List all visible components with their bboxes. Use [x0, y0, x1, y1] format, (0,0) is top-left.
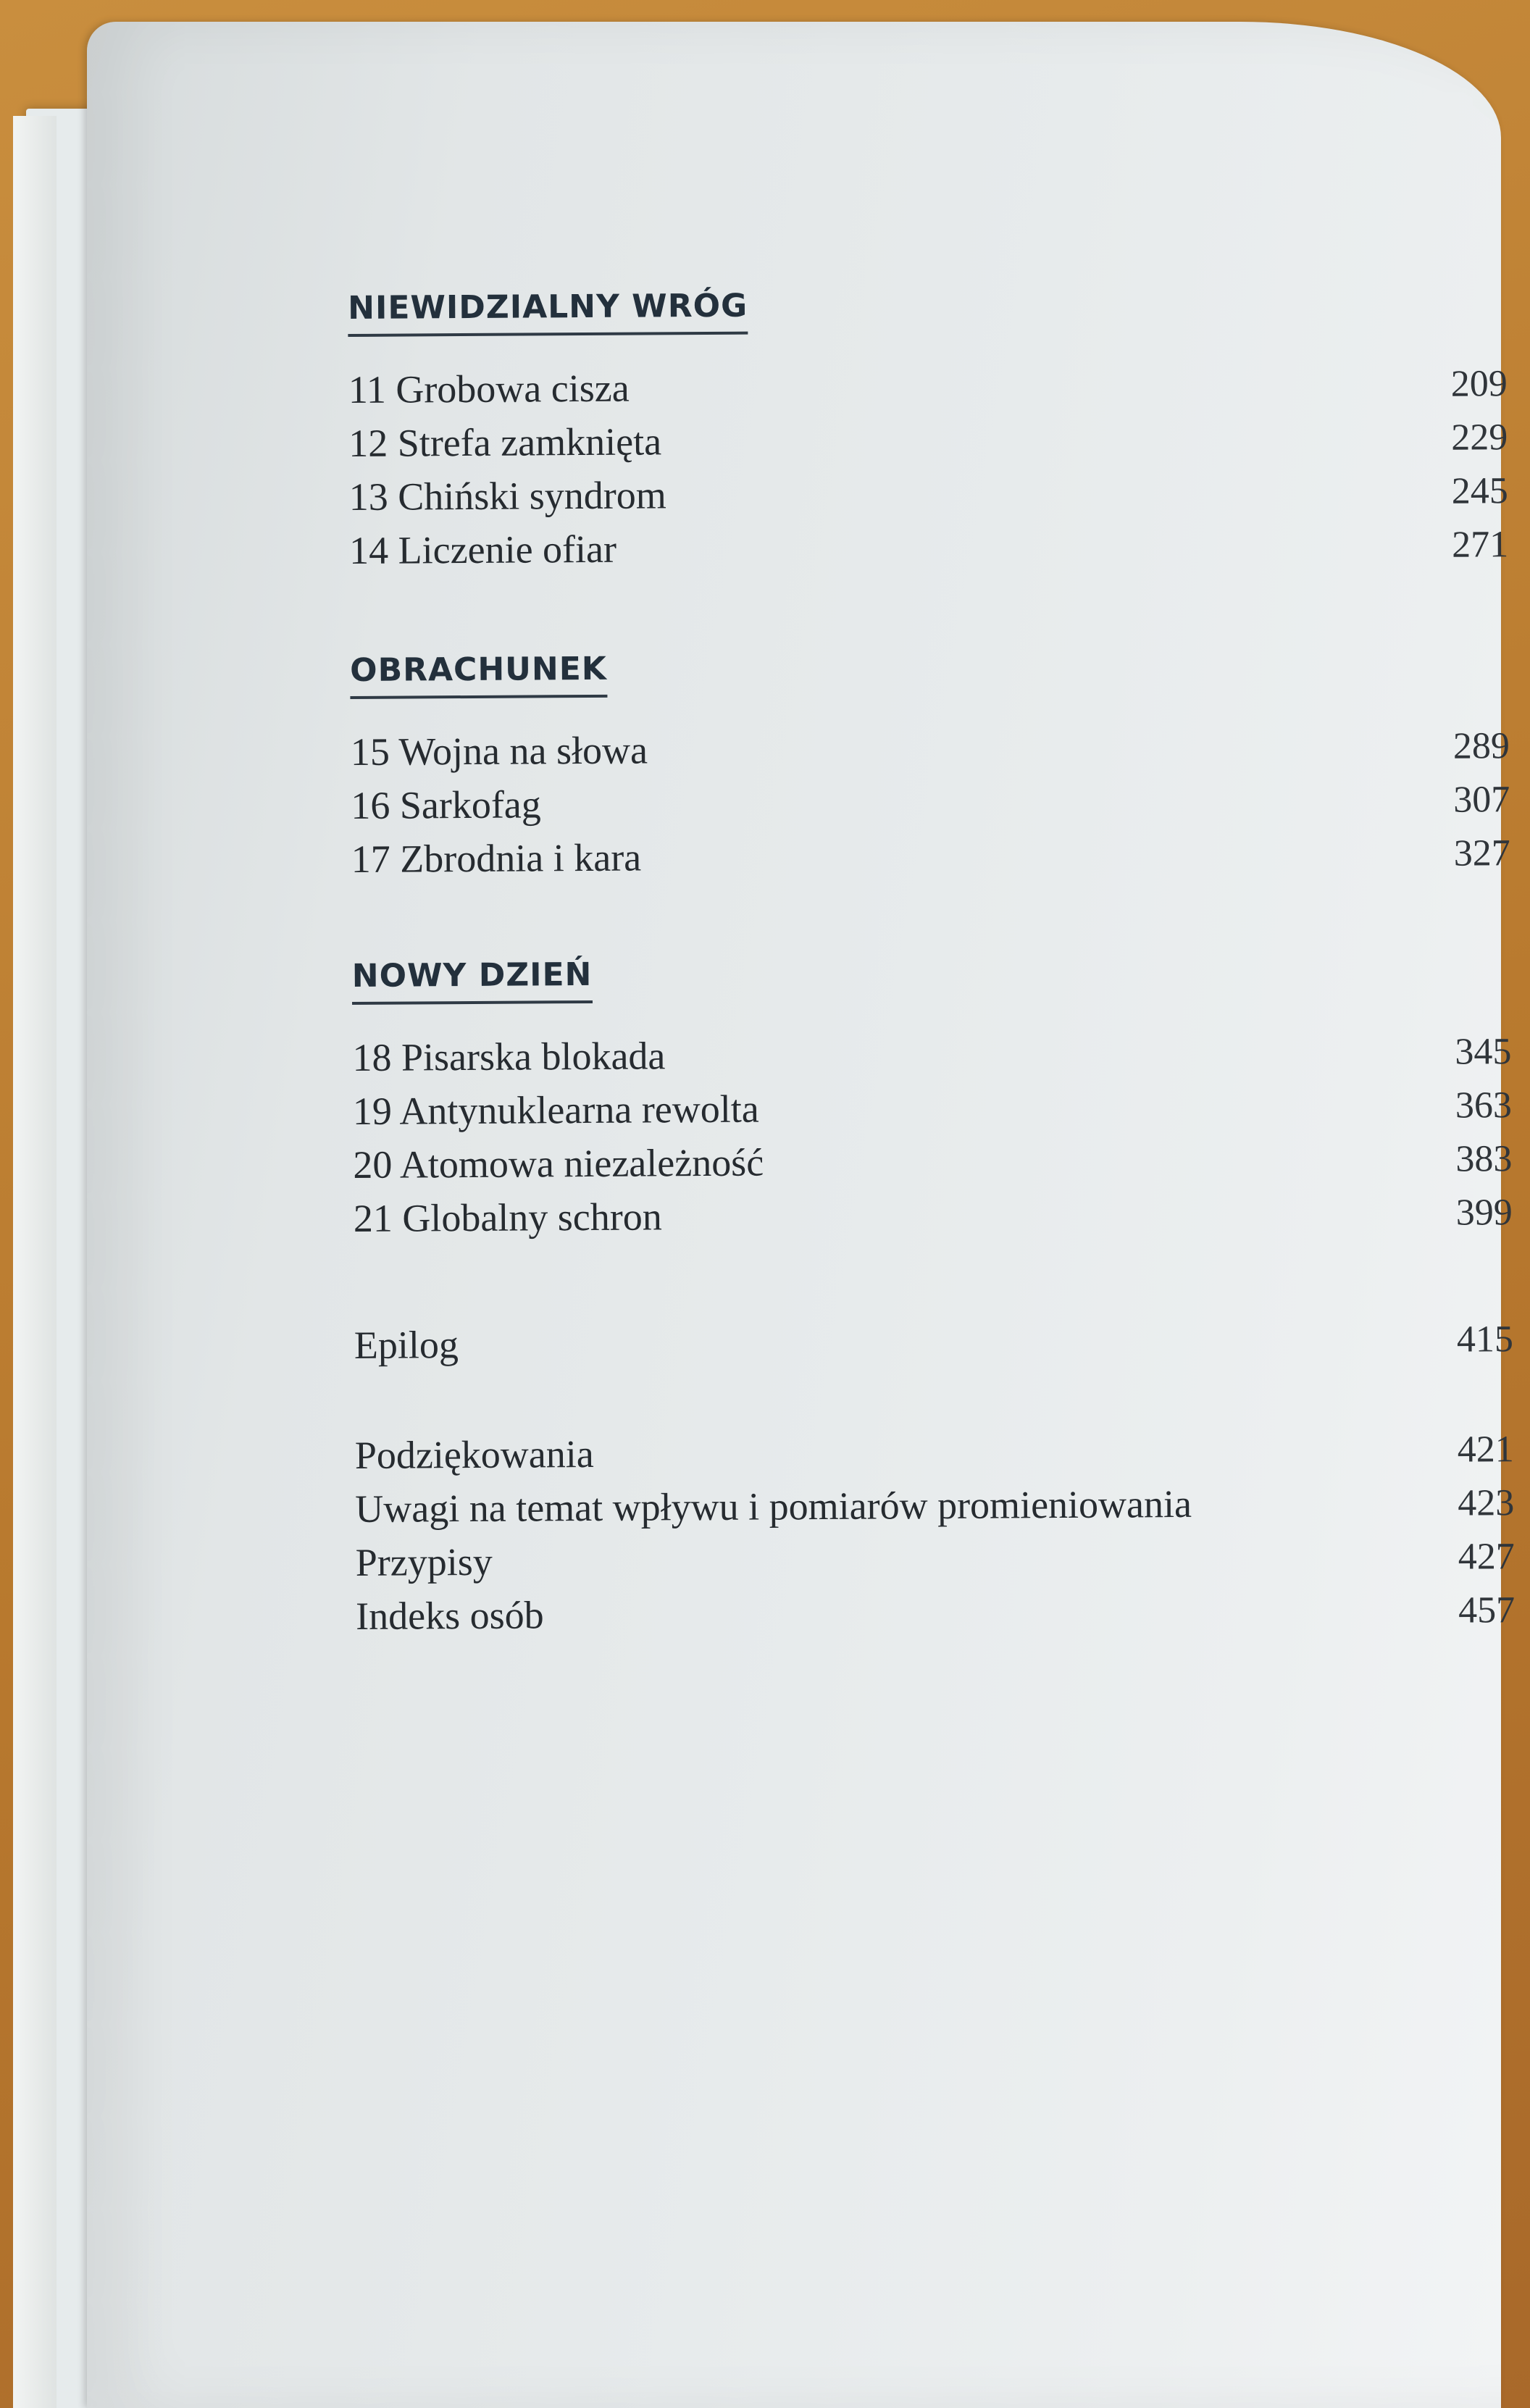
entry-page: 399 [1455, 1192, 1513, 1234]
toc-entry [352, 1024, 1511, 1084]
entry-page: 327 [1453, 832, 1510, 874]
section-nowy-dzien [352, 950, 1513, 1245]
toc-entry [356, 1582, 1515, 1643]
toc-entry [348, 356, 1508, 417]
entry-page: 415 [1456, 1318, 1514, 1360]
entry-page: 271 [1452, 524, 1509, 566]
entry-title: Uwagi na temat wpływu i pomiarów promieniowania [355, 1481, 1192, 1531]
toc-entry [355, 1475, 1514, 1536]
entry-title: Indeks osób [356, 1593, 544, 1638]
entry-title: 20 Atomowa niezależność [353, 1140, 764, 1187]
toc-entry [348, 409, 1508, 470]
entry-page: 345 [1455, 1031, 1512, 1073]
entry-title: 16 Sarkofag [351, 782, 541, 827]
toc-entry [353, 1077, 1512, 1138]
back-matter-section [355, 1421, 1516, 1643]
entry-page: 307 [1453, 779, 1510, 821]
entry-title: 15 Wojna na słowa [350, 728, 648, 774]
toc-entry [351, 825, 1510, 886]
epilog-section [354, 1311, 1513, 1372]
entry-page: 421 [1457, 1429, 1514, 1471]
toc-entry [349, 517, 1508, 577]
entry-page: 363 [1455, 1084, 1513, 1126]
entry-page: 289 [1452, 725, 1510, 767]
toc-entry [349, 463, 1508, 524]
section-heading: NIEWIDZIALNY WRÓG [348, 288, 748, 337]
entry-title: 21 Globalny schron [353, 1195, 662, 1240]
table-of-contents [348, 283, 1530, 1666]
entry-page: 229 [1451, 417, 1508, 459]
cover-edge [13, 116, 57, 2408]
entry-title: 11 Grobowa cisza [348, 366, 630, 411]
toc-entry [355, 1421, 1514, 1482]
entry-title: 14 Liczenie ofiar [349, 527, 617, 572]
entry-page: 423 [1458, 1482, 1515, 1524]
entry-title: 12 Strefa zamknięta [348, 419, 662, 465]
toc-entry [353, 1131, 1512, 1192]
entry-title: 13 Chiński syndrom [348, 473, 666, 519]
entry-title: 19 Antynuklearna rewolta [352, 1087, 759, 1133]
entry-page: 245 [1451, 470, 1508, 512]
entry-title: Podziękowania [354, 1431, 594, 1477]
entry-page: 209 [1450, 363, 1508, 405]
entry-title: Przypisy [355, 1539, 493, 1584]
section-heading: NOWY DZIEŃ [352, 956, 593, 1005]
book-page [87, 22, 1516, 2408]
entry-title: 18 Pisarska blokada [352, 1034, 666, 1079]
toc-entry [351, 772, 1510, 832]
section-obrachunek [350, 645, 1510, 886]
entry-page: 383 [1455, 1138, 1513, 1180]
entry-page: 457 [1458, 1589, 1516, 1631]
toc-entry [354, 1184, 1513, 1245]
toc-entry [351, 718, 1510, 779]
entry-page: 427 [1458, 1536, 1515, 1578]
section-heading: OBRACHUNEK [350, 651, 607, 699]
toc-entry [356, 1529, 1515, 1589]
toc-entry [354, 1311, 1513, 1372]
entry-title: Epilog [354, 1323, 459, 1367]
entry-title: 17 Zbrodnia i kara [351, 835, 642, 881]
section-niewidzialny-wrog [348, 283, 1508, 577]
